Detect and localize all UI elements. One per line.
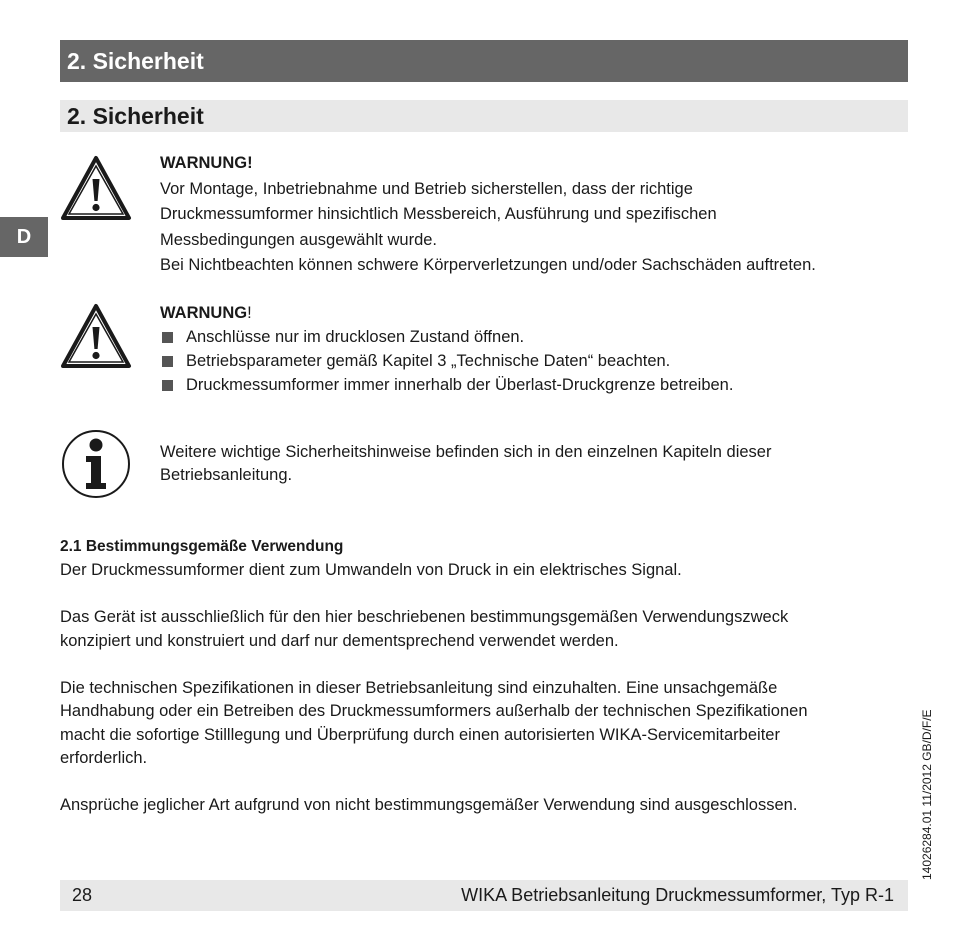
warning-heading-suffix: !: [247, 304, 252, 322]
list-item-text: Betriebsparameter gemäß Kapitel 3 „Technische Daten“ beachten.: [186, 352, 671, 370]
list-item: [160, 349, 905, 373]
bullet-square-icon: [162, 332, 173, 343]
info-icon: [60, 428, 132, 500]
paragraph: [60, 559, 908, 583]
language-tab-label: D: [16, 226, 32, 248]
language-tab: [0, 217, 48, 257]
warning-bullet-list: [160, 325, 905, 397]
paragraph: [60, 794, 908, 818]
warning-text-line: Messbedingungen ausgewählt wurde.: [160, 230, 438, 249]
document-code: 14026284.01 11/2012 GB/D/F/E: [920, 709, 934, 880]
paragraph: [60, 677, 908, 771]
info-text-line: Weitere wichtige Sicherheitshinweise befinden sich in den einzelnen Kapiteln dieser: [160, 443, 772, 461]
list-item: [160, 325, 905, 349]
paragraph-line: Der Druckmessumformer dient zum Umwandeln von Druck in ein elektrisches Signal.: [60, 561, 682, 579]
warning-block-2: [160, 301, 905, 397]
page-number: 28: [72, 885, 93, 905]
paragraph-line: konzipiert und konstruiert und darf nur dementsprechend verwendet werden.: [60, 631, 619, 650]
paragraph-line: Das Gerät ist ausschließlich für den hier beschriebenen bestimmungsgemäßen Verwendungszweck: [60, 608, 789, 626]
info-block: [160, 441, 880, 487]
paragraph-line: Handhabung oder ein Betreiben des Druckmessumformers außerhalb der technischen Spezifikationen: [60, 702, 808, 720]
section-title: 2. Sicherheit: [67, 103, 204, 129]
warning-text-line: Vor Montage, Inbetriebnahme und Betrieb sicherstellen, dass der richtige: [160, 179, 693, 198]
page-footer: [60, 880, 908, 911]
section-header: [60, 100, 908, 132]
warning-heading-2: [160, 301, 905, 325]
paragraph: [60, 606, 908, 653]
warning-triangle-icon: [60, 303, 132, 369]
list-item-text: Druckmessumformer immer innerhalb der Überlast-Druckgrenze betreiben.: [186, 376, 734, 394]
paragraph-line: Ansprüche jeglicher Art aufgrund von nicht bestimmungsgemäßer Verwendung sind ausgeschlossen.: [60, 796, 798, 814]
warning-heading: WARNUNG!: [160, 154, 253, 172]
paragraph-line: Die technischen Spezifikationen in dieser Betriebsanleitung sind einzuhalten. Eine unsachgemäße: [60, 678, 778, 697]
subsection-heading: 2.1 Bestimmungsgemäße Verwendung: [60, 538, 344, 555]
list-item: [160, 373, 905, 397]
warning-heading: WARNUNG: [160, 304, 248, 322]
chapter-title: 2. Sicherheit: [67, 48, 204, 74]
subsection-intended-use: [60, 537, 908, 841]
paragraph-line: erforderlich.: [60, 749, 148, 767]
chapter-header: [60, 40, 908, 82]
bullet-square-icon: [162, 356, 173, 367]
paragraph-line: macht die sofortige Stilllegung und Überprüfung durch einen autorisierten WIKA-Servicemitarbeiter: [60, 725, 780, 744]
info-text-line: Betriebsanleitung.: [160, 466, 293, 484]
list-item-text: Anschlüsse nur im drucklosen Zustand öffnen.: [186, 328, 525, 346]
warning-triangle-icon: [60, 155, 132, 221]
warning-text-line: Bei Nichtbeachten können schwere Körperverletzungen und/oder Sachschäden auftreten.: [160, 256, 816, 274]
warning-block-1: [160, 151, 905, 279]
footer-doc-title: WIKA Betriebsanleitung Druckmessumformer, Typ R-1: [461, 885, 894, 905]
bullet-square-icon: [162, 380, 173, 391]
warning-text-line: Druckmessumformer hinsichtlich Messbereich, Ausführung und spezifischen: [160, 205, 717, 223]
